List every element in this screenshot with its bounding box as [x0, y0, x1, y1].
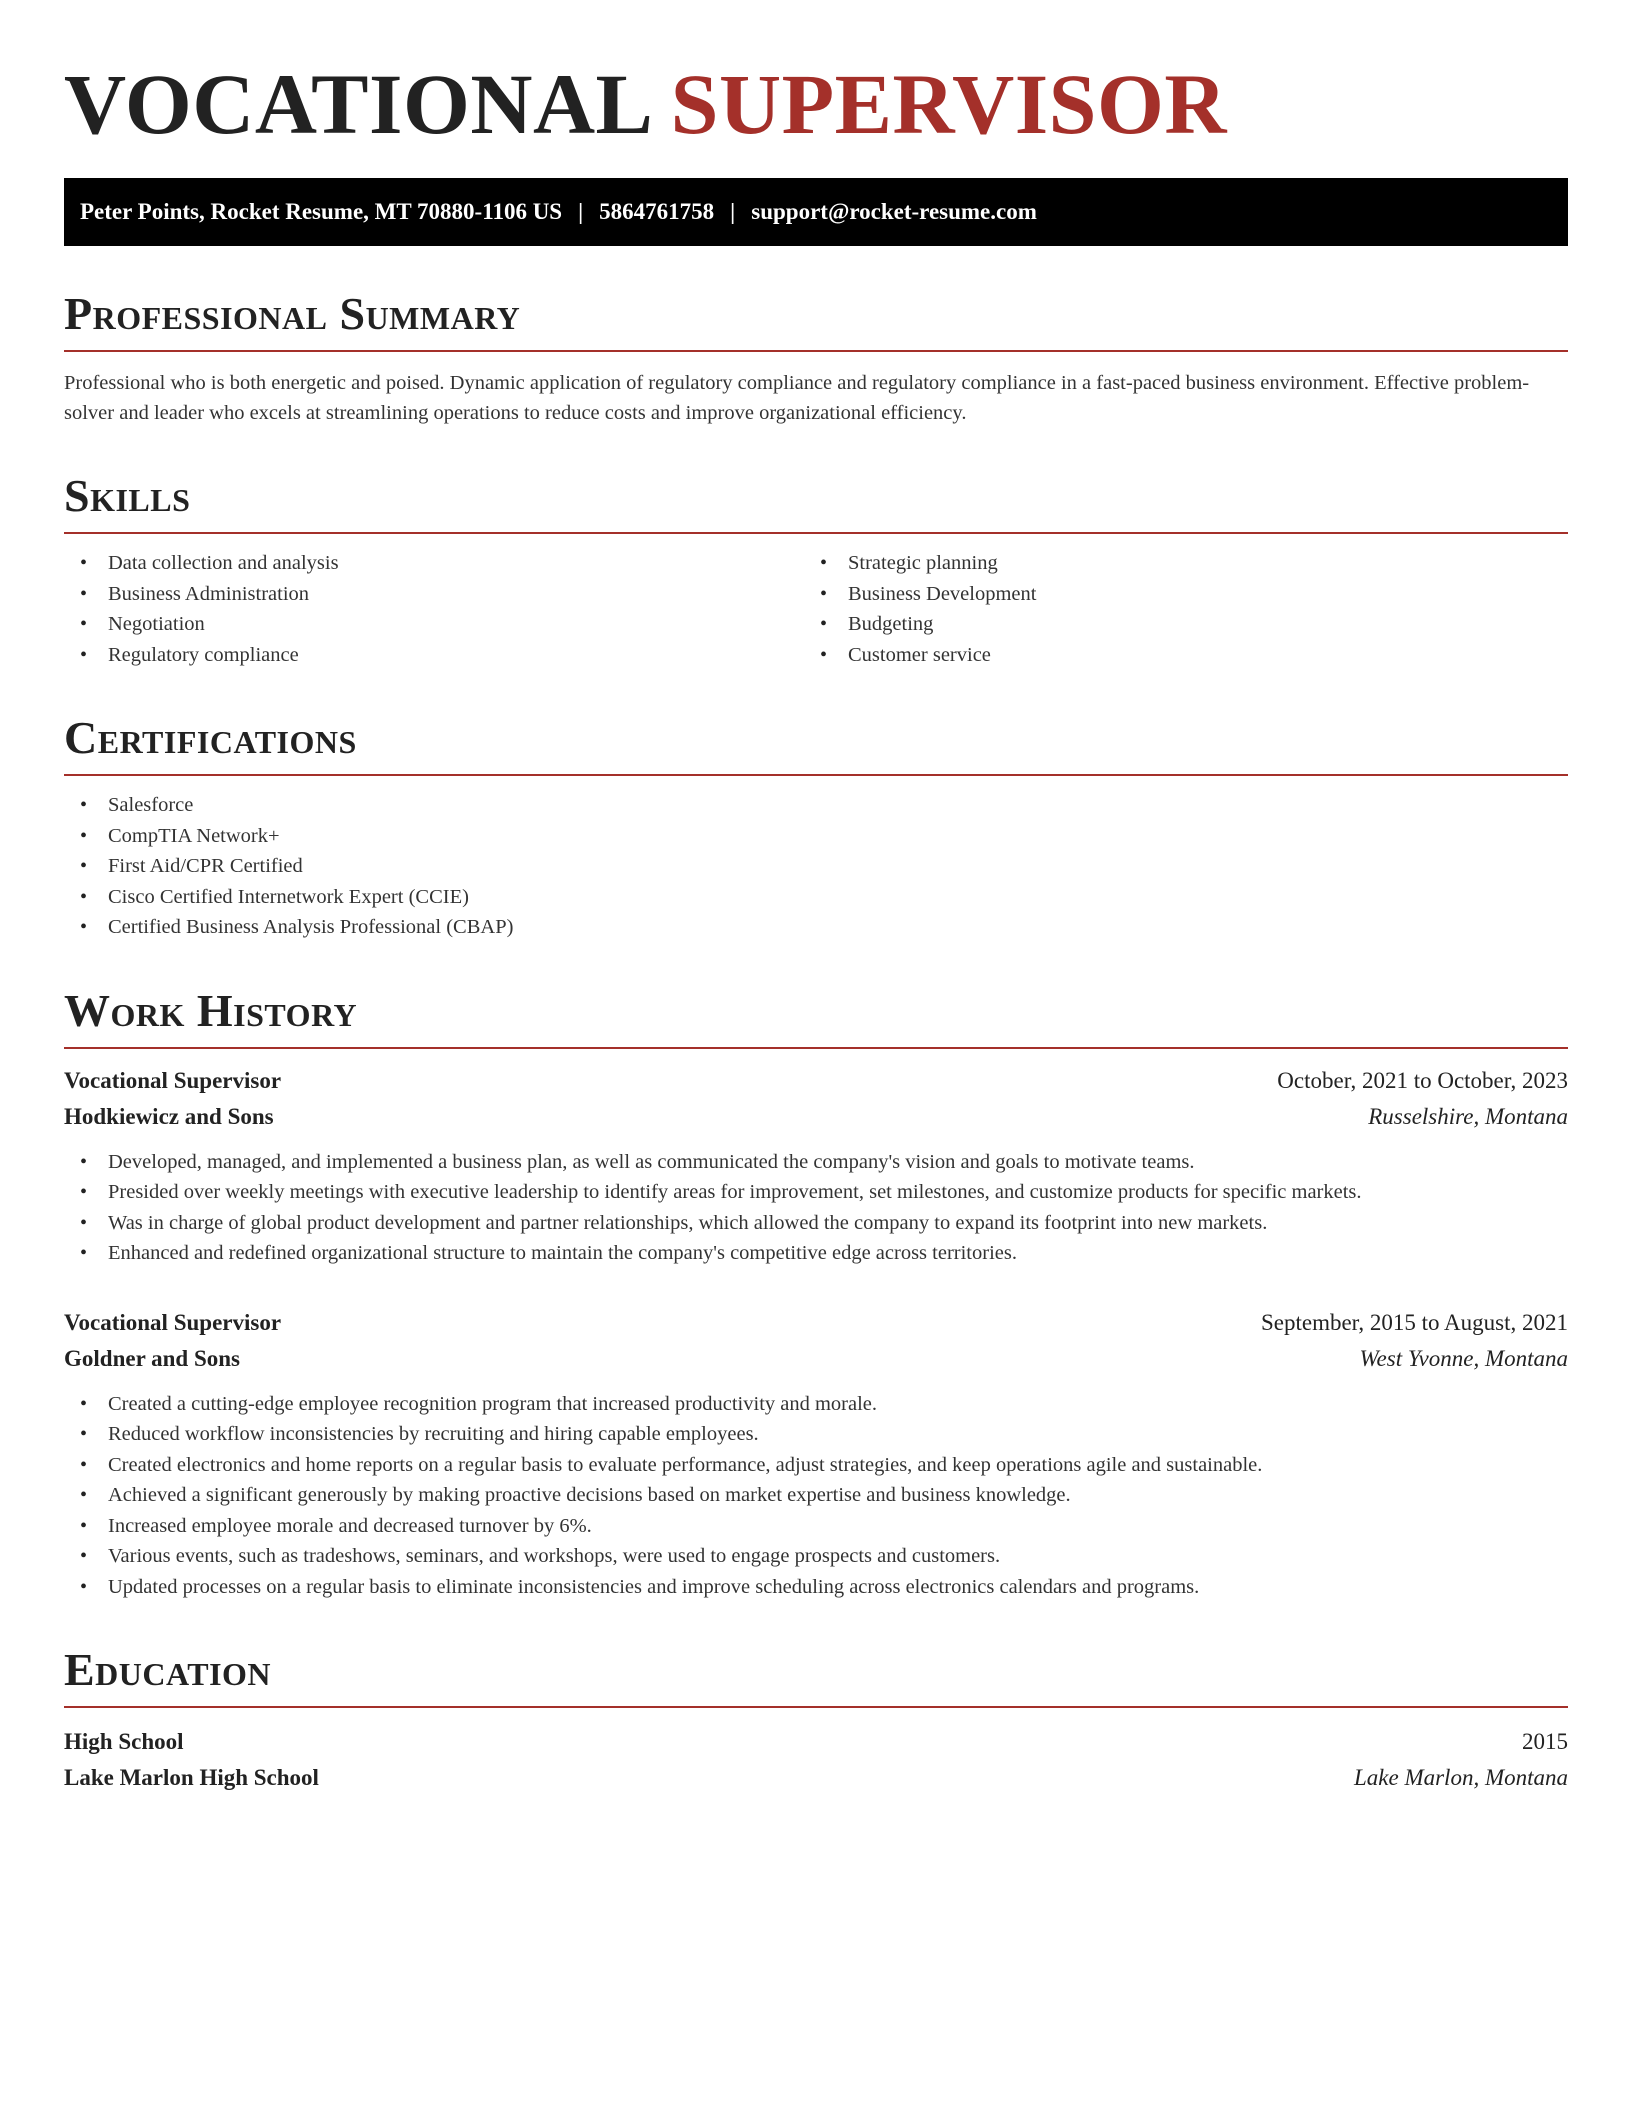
skill-item: • Customer service	[804, 640, 1544, 671]
summary-heading: Professional Summary	[64, 290, 1568, 352]
title-second-word: SUPERVISOR	[670, 56, 1227, 152]
job-company: Hodkiewicz and Sons	[64, 1103, 274, 1129]
skill-item: • Strategic planning	[804, 548, 1544, 579]
work-history-section	[64, 984, 1568, 1603]
job-entry	[64, 1063, 1568, 1269]
skill-item: • Regulatory compliance	[64, 640, 804, 671]
skills-list-left	[64, 548, 804, 670]
skills-section	[64, 472, 1568, 670]
skill-item: • Budgeting	[804, 609, 1544, 640]
contact-email: support@rocket-resume.com	[751, 199, 1037, 224]
job-bullets	[64, 1389, 1568, 1603]
education-heading: Education	[64, 1646, 1568, 1708]
job-dates: September, 2015 to August, 2021	[1260, 1309, 1568, 1335]
summary-text: Professional who is both energetic and poised. Dynamic application of regulatory compliance and regulatory compliance in a fast-paced business environment. Effective problem-solver and leader who excels at streamlining operations to reduce costs and improve organizational efficiency.	[64, 372, 1530, 424]
skills-heading: Skills	[64, 472, 1568, 534]
job-company-row	[64, 1341, 1568, 1377]
job-company-row	[64, 1099, 1568, 1135]
certifications-list	[64, 790, 1568, 943]
resume-title	[64, 56, 1568, 152]
skill-item: • Data collection and analysis	[64, 548, 804, 579]
certification-item: • Cisco Certified Internetwork Expert (CCIE)	[64, 882, 1568, 913]
contact-address: Peter Points, Rocket Resume, MT 70880-1106 US	[80, 199, 563, 224]
title-first-word: VOCATIONAL	[64, 56, 649, 152]
job-bullet: • Enhanced and redefined organizational structure to maintain the company's competitive edge across territories.	[64, 1238, 1568, 1269]
education-entry	[64, 1724, 1568, 1796]
job-company: Goldner and Sons	[64, 1345, 240, 1371]
job-bullet: • Was in charge of global product development and partner relationships, which allowed the company to expand its footprint into new markets.	[64, 1208, 1568, 1239]
contact-separator: |	[730, 199, 736, 224]
summary-section	[64, 290, 1568, 428]
job-bullet: • Reduced workflow inconsistencies by recruiting and hiring capable employees.	[64, 1419, 1568, 1450]
education-school-row	[64, 1760, 1568, 1796]
certifications-section	[64, 714, 1568, 943]
education-school: Lake Marlon High School	[64, 1765, 319, 1790]
certification-item: • CompTIA Network+	[64, 821, 1568, 852]
skill-item: • Business Development	[804, 579, 1544, 610]
education-location: Lake Marlon, Montana	[1353, 1765, 1568, 1790]
job-location: Russelshire, Montana	[1368, 1103, 1568, 1129]
job-role: Vocational Supervisor	[64, 1067, 282, 1093]
job-bullet: • Presided over weekly meetings with executive leadership to identify areas for improvement, set milestones, and customize products for specific markets.	[64, 1177, 1568, 1208]
contact-separator: |	[578, 199, 584, 224]
contact-phone: 5864761758	[599, 199, 715, 224]
job-bullet: • Created electronics and home reports on a regular basis to evaluate performance, adjust strategies, and keep operations agile and sustainable.	[64, 1450, 1568, 1481]
job-bullet: • Increased employee morale and decreased turnover by 6%.	[64, 1511, 1568, 1542]
education-section	[64, 1646, 1568, 1796]
job-header-row	[64, 1063, 1568, 1099]
skill-item: • Business Administration	[64, 579, 804, 610]
contact-bar	[64, 178, 1568, 246]
job-bullet: • Developed, managed, and implemented a business plan, as well as communicated the company's vision and goals to motivate teams.	[64, 1147, 1568, 1178]
certification-item: • First Aid/CPR Certified	[64, 851, 1568, 882]
job-entry	[64, 1305, 1568, 1603]
certification-item: • Salesforce	[64, 790, 1568, 821]
job-bullet: • Various events, such as tradeshows, seminars, and workshops, were used to engage prospects and customers.	[64, 1541, 1568, 1572]
job-role: Vocational Supervisor	[64, 1309, 282, 1335]
skill-item: • Negotiation	[64, 609, 804, 640]
job-bullet: • Created a cutting-edge employee recognition program that increased productivity and morale.	[64, 1389, 1568, 1420]
certification-item: • Certified Business Analysis Professional (CBAP)	[64, 912, 1568, 943]
job-bullet: • Updated processes on a regular basis to eliminate inconsistencies and improve scheduling across electronics calendars and programs.	[64, 1572, 1568, 1603]
certifications-heading: Certifications	[64, 714, 1568, 776]
job-bullets	[64, 1147, 1568, 1269]
education-degree-row	[64, 1724, 1568, 1760]
skills-grid	[64, 548, 1568, 670]
job-dates: October, 2021 to October, 2023	[1277, 1067, 1568, 1093]
skills-list-right	[804, 548, 1544, 670]
education-degree: High School	[64, 1729, 184, 1754]
work-history-heading: Work History	[64, 987, 1568, 1049]
job-bullet: • Achieved a significant generously by making proactive decisions based on market expertise and business knowledge.	[64, 1480, 1568, 1511]
job-header-row	[64, 1305, 1568, 1341]
education-year: 2015	[1522, 1729, 1568, 1754]
job-location: West Yvonne, Montana	[1359, 1345, 1568, 1371]
